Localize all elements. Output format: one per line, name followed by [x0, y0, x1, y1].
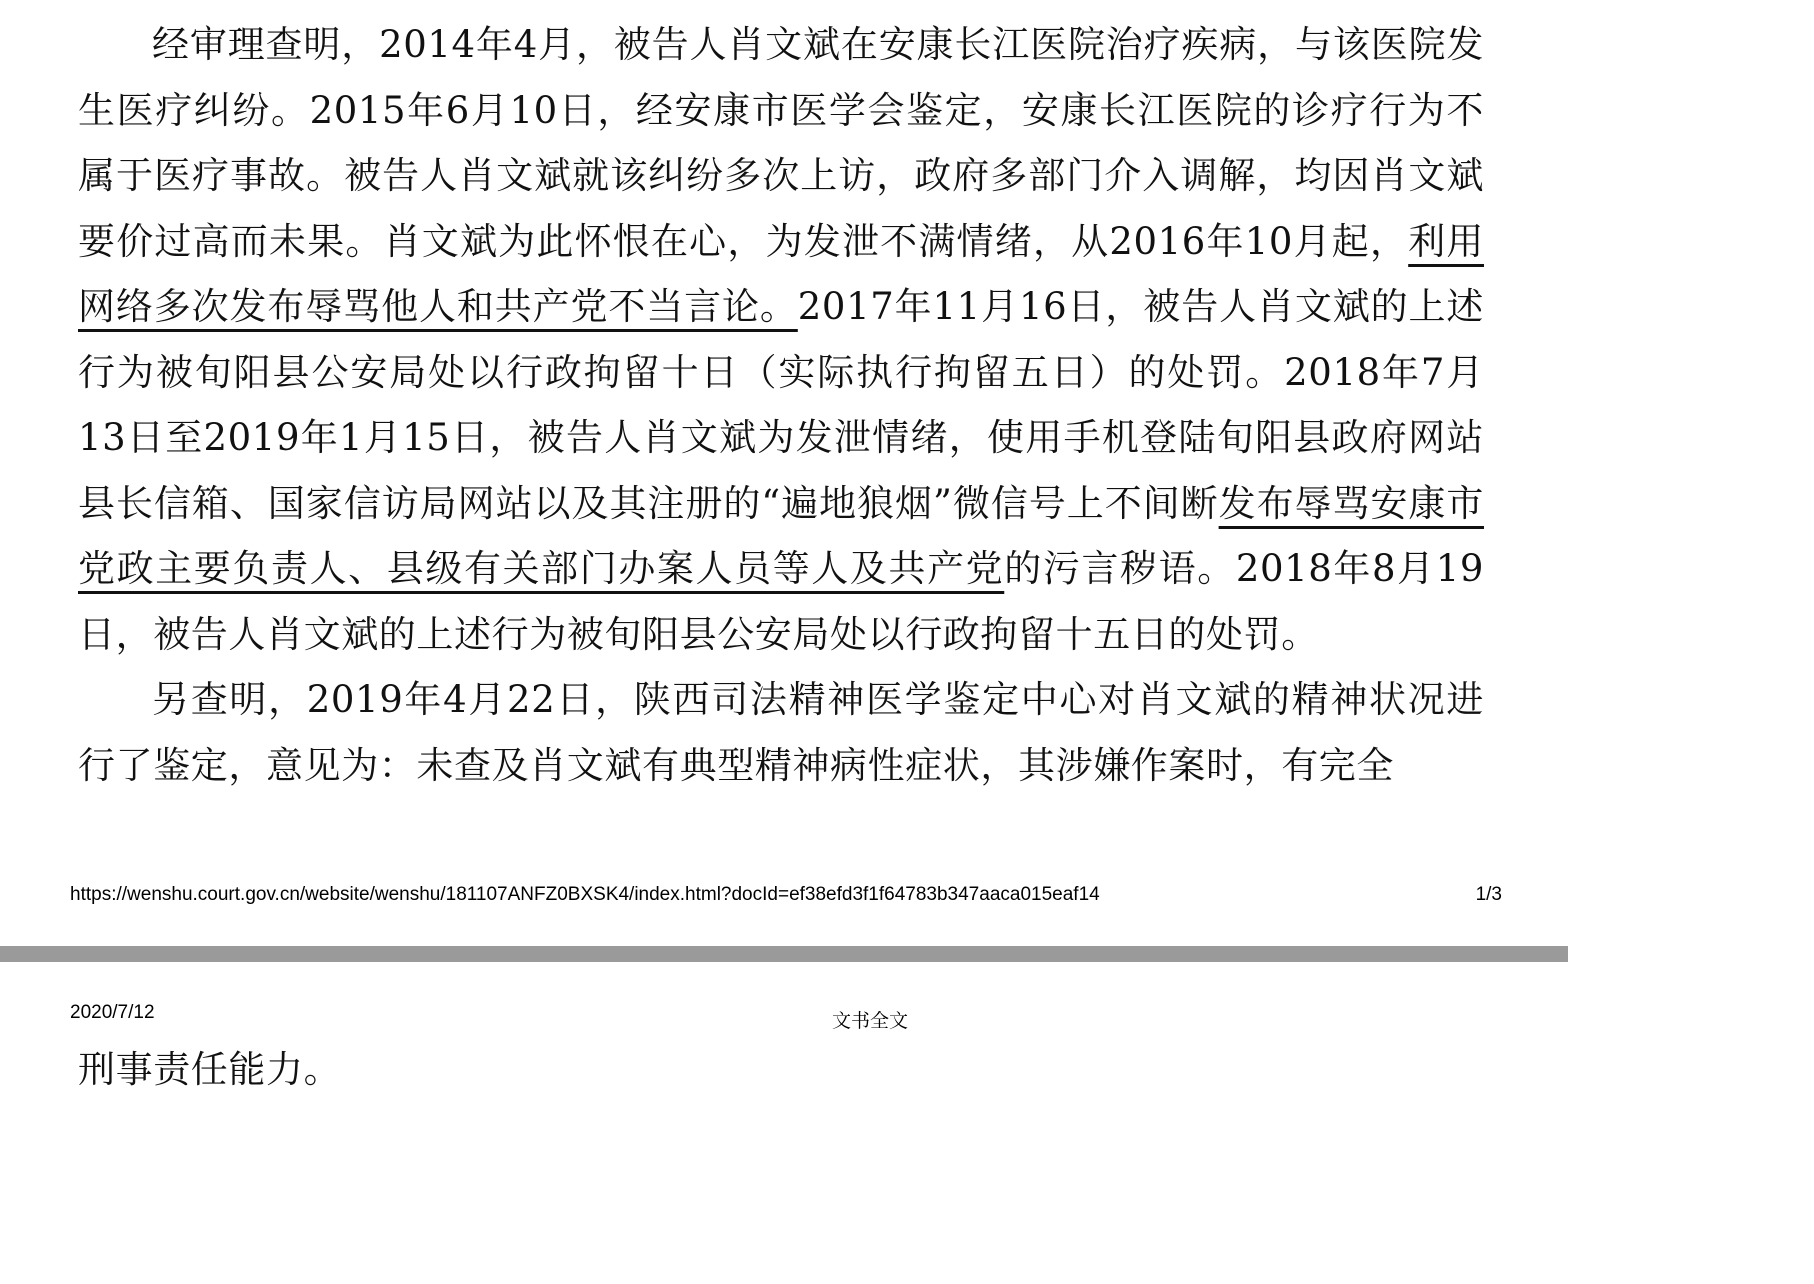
page-separator	[0, 946, 1568, 963]
header-title: 文书全文	[832, 1010, 909, 1032]
paragraph-facts	[78, 12, 1484, 667]
document-body	[78, 12, 1484, 798]
paragraph-text: 经审理查明，2014年4月，被告人肖文斌在安康长江医院治疗疾病，与该医院发生医疗纠纷。2015年6月10日，经安康市医学会鉴定，安康长江医院的诊疗行为不属于医疗事故。被告人肖文斌就该纠纷多次上访，政府多部门介入调解，均因肖文斌要价过高而未果。肖文斌为此怀恨在心，为发泄不满情绪，从2016年10月起，	[78, 23, 1484, 263]
underlined-passage: 发布辱骂安康市党政主要负责人、县级有关部门办案人员等人及共产党	[78, 481, 1484, 590]
paragraph-additional-findings: 另查明，2019年4月22日，陕西司法精神医学鉴定中心对肖文斌的精神状况进行了鉴定，意见为：未查及肖文斌有典型精神病性症状，其涉嫌作案时，有完全	[78, 678, 1484, 787]
document-page-2	[0, 962, 1568, 1104]
footer-url: https://wenshu.court.gov.cn/website/wenshu/181107ANFZ0BXSK4/index.html?docId=ef38efd3f1f64783b347aaca015eaf14	[70, 884, 1100, 905]
underlined-passage: 利用网络多次发布辱骂他人和共产党不当言论。	[78, 219, 1484, 328]
paragraph-text: 的污言秽语。2018年8月19日，被告人肖文斌的上述行为被旬阳县公安局处以行政拘留十五日的处罚。	[78, 547, 1484, 656]
header-date: 2020/7/12	[70, 1002, 155, 1023]
paragraph-text: 2017年11月16日，被告人肖文斌的上述行为被旬阳县公安局处以行政拘留十日（实际执行拘留五日）的处罚。2018年7月13日至2019年1月15日，被告人肖文斌为发泄情绪，使用手机登陆旬阳县政府网站县长信箱、国家信访局网站以及其注册的“遍地狼烟”微信号上不间断	[78, 285, 1484, 525]
continued-text: 刑事责任能力。	[78, 1048, 342, 1091]
page-number: 1/3	[1475, 884, 1502, 905]
